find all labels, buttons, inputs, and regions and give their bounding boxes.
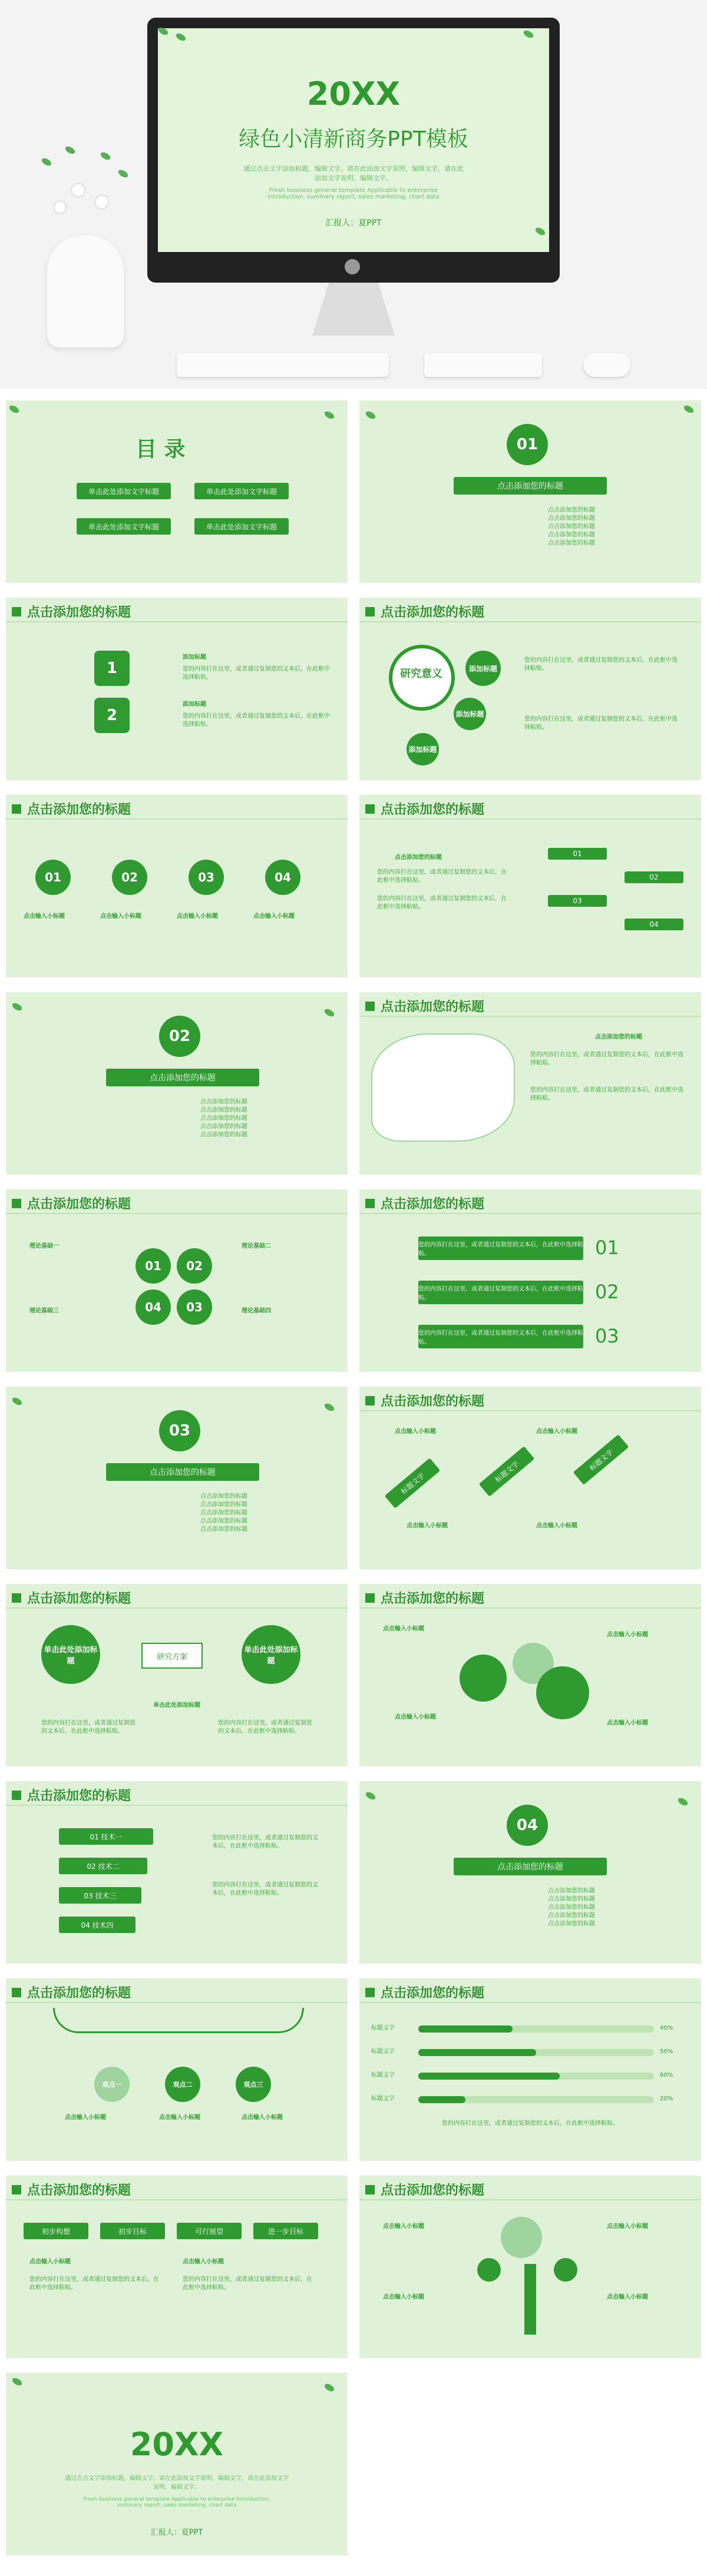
section-list: 点击添加您的标题 点击添加您的标题 点击添加您的标题 点击添加您的标题 点击添加您的标题 <box>548 1888 595 1927</box>
slide-end <box>6 2373 348 2555</box>
box-1: 1 <box>94 651 130 686</box>
tag-1: 01 <box>35 860 71 895</box>
body: 您的内容打在这里，或者通过复制您的文本后，在此框中选择粘贴。 <box>442 2120 619 2127</box>
toc-item[interactable]: 单击此处添加文字标题 <box>194 483 289 499</box>
slide-title: 点击添加您的标题 <box>27 1592 131 1606</box>
bar-pct: 40% <box>660 2025 673 2031</box>
mouse <box>583 353 630 377</box>
ribbon: 标题文字 <box>479 1446 535 1497</box>
sub-1: 点击输入小标题 <box>24 913 65 920</box>
box-2: 2 <box>94 698 130 733</box>
section-number: 01 <box>507 424 548 465</box>
ball <box>536 1666 589 1719</box>
slide-title: 点击添加您的标题 <box>381 1986 485 2001</box>
slide-toc <box>6 400 348 583</box>
sub: 点击输入小标题 <box>607 1632 648 1638</box>
bar-label: 标题文字 <box>371 2048 395 2055</box>
section-list: 点击添加您的标题 点击添加您的标题 点击添加您的标题 点击添加您的标题 点击添加您的标题 <box>200 1099 247 1138</box>
section-title: 点击添加您的标题 <box>106 1069 259 1086</box>
body: 您的内容打在这里，或者通过复制您的文本后，在此框中选择粘贴。 <box>524 657 678 672</box>
end-sub2: Fresh business general template Applicable to enterprise introduction, summary report, sales marketing, chart data <box>83 2497 270 2508</box>
bar-label: 标题文字 <box>371 2025 395 2031</box>
bar-pct: 50% <box>660 2048 673 2055</box>
section-list: 点击添加您的标题 点击添加您的标题 点击添加您的标题 点击添加您的标题 点击添加您的标题 <box>548 507 595 546</box>
slide-section-01 <box>359 400 701 583</box>
slide-title: 点击添加您的标题 <box>27 803 131 817</box>
section-number: 03 <box>159 1410 200 1451</box>
row-box: 您的内容打在这里，或者通过复制您的文本后，在此框中选择粘贴。 <box>418 1281 583 1304</box>
hero-screen <box>158 28 549 252</box>
body: 您的内容打在这里，或者通过复制您的文本后，在此框中选择粘贴。 <box>377 896 507 910</box>
sub: 点击输入小标题 <box>607 1720 648 1726</box>
slide-title: 点击添加您的标题 <box>27 1197 131 1212</box>
slide-title: 点击添加您的标题 <box>381 1197 485 1212</box>
hero <box>0 0 707 389</box>
body: 您的内容打在这里，或者通过复制您的文本后，在此框中选择粘贴。 <box>524 716 678 731</box>
toc-heading: 目 录 <box>136 437 186 462</box>
body: 您的内容打在这里，或者通过复制您的文本后，在此框中选择粘贴。 <box>212 1835 318 1849</box>
petal: 02 <box>177 1248 212 1284</box>
slide-17 <box>359 1978 701 2161</box>
sub: 点击输入小标题 <box>29 2259 71 2265</box>
bubble-2: 添加标题 <box>454 698 486 730</box>
bar-pct: 60% <box>660 2072 673 2078</box>
tag: 03 <box>548 895 607 907</box>
section-number: 04 <box>507 1805 548 1846</box>
hero-sub1: 通过点击文字添加标题，编辑文字。请在此添加文字说明，编辑文字，请在此添加文字说明，编辑文字。 <box>243 165 464 182</box>
tree-node <box>501 2217 542 2258</box>
sub-2: 点击输入小标题 <box>100 913 141 920</box>
trackpad <box>424 353 542 377</box>
label: 理论基础四 <box>242 1308 271 1314</box>
bar-fill <box>418 2025 513 2033</box>
petal: 01 <box>136 1248 171 1284</box>
section-title: 点击添加您的标题 <box>454 477 607 495</box>
tree-node <box>477 2258 501 2282</box>
step: 进一步目标 <box>253 2223 318 2239</box>
sub: 点击输入小标题 <box>383 2223 424 2230</box>
fan-item: 04 技术四 <box>59 1917 136 1933</box>
sub: 点击输入小标题 <box>383 1626 424 1632</box>
sub: 点击输入小标题 <box>395 1428 436 1435</box>
body: 您的内容打在这里，或者通过复制您的文本后，在此框中选择粘贴。 <box>530 1052 683 1066</box>
slide-title: 点击添加您的标题 <box>381 1394 485 1409</box>
section-number: 02 <box>159 1016 200 1057</box>
sub: 点击输入小标题 <box>242 2114 283 2121</box>
sub: 点击输入小标题 <box>607 2294 648 2300</box>
left-circle: 单击此处添加标题 <box>41 1625 100 1684</box>
slide-6 <box>359 795 701 977</box>
vase <box>47 236 124 347</box>
sub: 点击输入小标题 <box>159 2114 200 2121</box>
map-title: 点击添加您的标题 <box>595 1034 642 1040</box>
body-2: 您的内容打在这里，或者通过复制您的文本后，在此框中选择粘贴。 <box>183 713 330 728</box>
sub: 点击输入小标题 <box>536 1428 577 1435</box>
num: 02 <box>595 1281 619 1303</box>
ribbon: 标题文字 <box>385 1458 441 1509</box>
bar-pct: 20% <box>660 2096 673 2102</box>
petal: 04 <box>136 1289 171 1325</box>
body: 您的内容打在这里，或者通过复制您的文本后，在此框中选择粘贴。 <box>377 869 507 884</box>
section-title: 点击添加您的标题 <box>106 1463 259 1481</box>
step: 初步目标 <box>100 2223 165 2239</box>
slide-8 <box>6 1189 348 1372</box>
slide-map <box>359 992 701 1175</box>
num: 01 <box>595 1236 619 1259</box>
slide-title: 点击添加您的标题 <box>27 1986 131 2001</box>
hero-sub2: Fresh business general template Applicable to enterprise introduction, summary report, sales marketing, chart data <box>267 187 440 200</box>
slide-title: 点击添加您的标题 <box>381 605 485 620</box>
pendulum: 观点三 <box>236 2067 271 2102</box>
body: 您的内容打在这里，或者通过复制您的文本后，在此框中选择粘贴。 <box>218 1720 312 1735</box>
end-reporter: 汇报人：夏PPT <box>150 2528 203 2537</box>
num: 03 <box>595 1325 619 1347</box>
map <box>371 1033 515 1142</box>
slide-19 <box>359 2176 701 2358</box>
bar-label: 标题文字 <box>371 2072 395 2078</box>
bottom-label: 单击此处添加标题 <box>153 1702 200 1709</box>
slide-title: 点击添加您的标题 <box>27 2183 131 2198</box>
bubble-1: 添加标题 <box>465 651 501 686</box>
hero-title: 绿色小清新商务PPT模板 <box>239 127 468 151</box>
bar-label: 标题文字 <box>371 2096 395 2102</box>
fan-item: 02 技术二 <box>59 1858 147 1874</box>
sub: 点击输入小标题 <box>407 1523 448 1529</box>
label: 理论基础一 <box>29 1243 59 1249</box>
section-title: 点击添加您的标题 <box>454 1858 607 1875</box>
body: 您的内容打在这里，或者通过复制您的文本后，在此框中选择粘贴。 <box>41 1720 136 1735</box>
fan-item: 03 技术三 <box>59 1887 141 1904</box>
body: 您的内容打在这里，或者通过复制您的文本后，在此框中选择粘贴。 <box>212 1882 318 1897</box>
monitor-base <box>312 283 395 336</box>
end-year: 20XX <box>130 2426 224 2463</box>
slide-section-02 <box>6 992 348 1175</box>
slide-14 <box>6 1781 348 1964</box>
ball <box>460 1655 507 1702</box>
hero-reporter: 汇报人：夏PPT <box>325 218 382 228</box>
sub: 点击输入小标题 <box>183 2259 224 2265</box>
bar-fill <box>418 2049 536 2056</box>
end-sub: 通过点击文字添加标题，编辑文字。请在此添加文字说明，编辑文字，请在此添加文字说明，编辑文字。 <box>65 2475 289 2491</box>
label-1: 添加标题 <box>183 654 206 661</box>
bubble-3: 添加标题 <box>407 733 439 765</box>
sub: 点击输入小标题 <box>65 2114 106 2121</box>
sub-3: 点击输入小标题 <box>177 913 218 920</box>
fan-item: 01 技术一 <box>59 1828 153 1845</box>
sub: 点击输入小标题 <box>395 1714 436 1720</box>
pendulum: 观点二 <box>165 2067 200 2102</box>
sub: 点击输入小标题 <box>607 2223 648 2230</box>
tag-4: 04 <box>265 860 300 895</box>
slide-title: 点击添加您的标题 <box>381 2183 485 2198</box>
tree-node <box>554 2258 577 2282</box>
label: 理论基础二 <box>242 1243 271 1249</box>
slide-5 <box>6 795 348 977</box>
slide-4 <box>359 598 701 780</box>
body: 您的内容打在这里，或者通过复制您的文本后，在此框中选择粘贴。 <box>183 2276 312 2291</box>
hero-year: 20XX <box>306 75 401 112</box>
sub-4: 点击输入小标题 <box>253 913 295 920</box>
flowers <box>29 135 141 241</box>
label: 理论基础三 <box>29 1308 59 1314</box>
toc-item[interactable]: 单击此处添加文字标题 <box>77 518 171 535</box>
slide-3 <box>6 598 348 780</box>
slide-title: 点击添加您的标题 <box>381 1592 485 1606</box>
step: 可行展望 <box>177 2223 242 2239</box>
tag: 04 <box>625 919 683 930</box>
tag: 01 <box>548 848 607 860</box>
slide-12 <box>6 1584 348 1766</box>
tag-3: 03 <box>189 860 224 895</box>
toc-item[interactable]: 单击此处添加文字标题 <box>77 483 171 499</box>
label-2: 添加标题 <box>183 701 206 708</box>
body-1: 您的内容打在这里，或者通过复制您的文本后，在此框中选择粘贴。 <box>183 666 330 681</box>
center-label: 研究意义 <box>400 668 442 680</box>
tree-trunk <box>524 2264 536 2335</box>
section-list: 点击添加您的标题 点击添加您的标题 点击添加您的标题 点击添加您的标题 点击添加您的标题 <box>200 1493 247 1533</box>
tag-2: 02 <box>112 860 147 895</box>
pendulum: 观点一 <box>94 2067 130 2102</box>
keyboard <box>177 353 389 377</box>
slide-title: 点击添加您的标题 <box>381 1000 485 1015</box>
apple-logo-icon <box>345 259 360 274</box>
sub: 点击输入小标题 <box>536 1523 577 1529</box>
row-box: 您的内容打在这里，或者通过复制您的文本后，在此框中选择粘贴。 <box>418 1325 583 1348</box>
row-box: 您的内容打在这里，或者通过复制您的文本后，在此框中选择粘贴。 <box>418 1236 583 1260</box>
monitor <box>147 18 560 283</box>
tag: 02 <box>625 871 683 883</box>
slide-16 <box>6 1978 348 2161</box>
bar-fill <box>418 2073 560 2080</box>
slide-title: 点击添加您的标题 <box>381 803 485 817</box>
arc <box>53 2008 304 2033</box>
slide-11 <box>359 1387 701 1569</box>
body: 您的内容打在这里，或者通过复制您的文本后，在此框中选择粘贴。 <box>29 2276 159 2291</box>
slide-section-03 <box>6 1387 348 1569</box>
sub: 点击输入小标题 <box>383 2294 424 2300</box>
slide-title: 点击添加您的标题 <box>27 1789 131 1803</box>
step: 初步构想 <box>24 2223 88 2239</box>
slide-18 <box>6 2176 348 2358</box>
slide-title: 点击添加您的标题 <box>27 605 131 620</box>
right-circle: 单击此处添加标题 <box>242 1625 300 1684</box>
center-box: 研究方案 <box>141 1643 203 1669</box>
toc-item[interactable]: 单击此处添加文字标题 <box>194 518 289 535</box>
ribbon: 标题文字 <box>573 1434 629 1485</box>
sub: 点击添加您的标题 <box>395 854 442 861</box>
slide-9 <box>359 1189 701 1372</box>
body: 您的内容打在这里，或者通过复制您的文本后，在此框中选择粘贴。 <box>530 1087 683 1102</box>
bar-fill <box>418 2096 465 2103</box>
slide-section-04 <box>359 1781 701 1964</box>
petal: 03 <box>177 1289 212 1325</box>
slide-13 <box>359 1584 701 1766</box>
